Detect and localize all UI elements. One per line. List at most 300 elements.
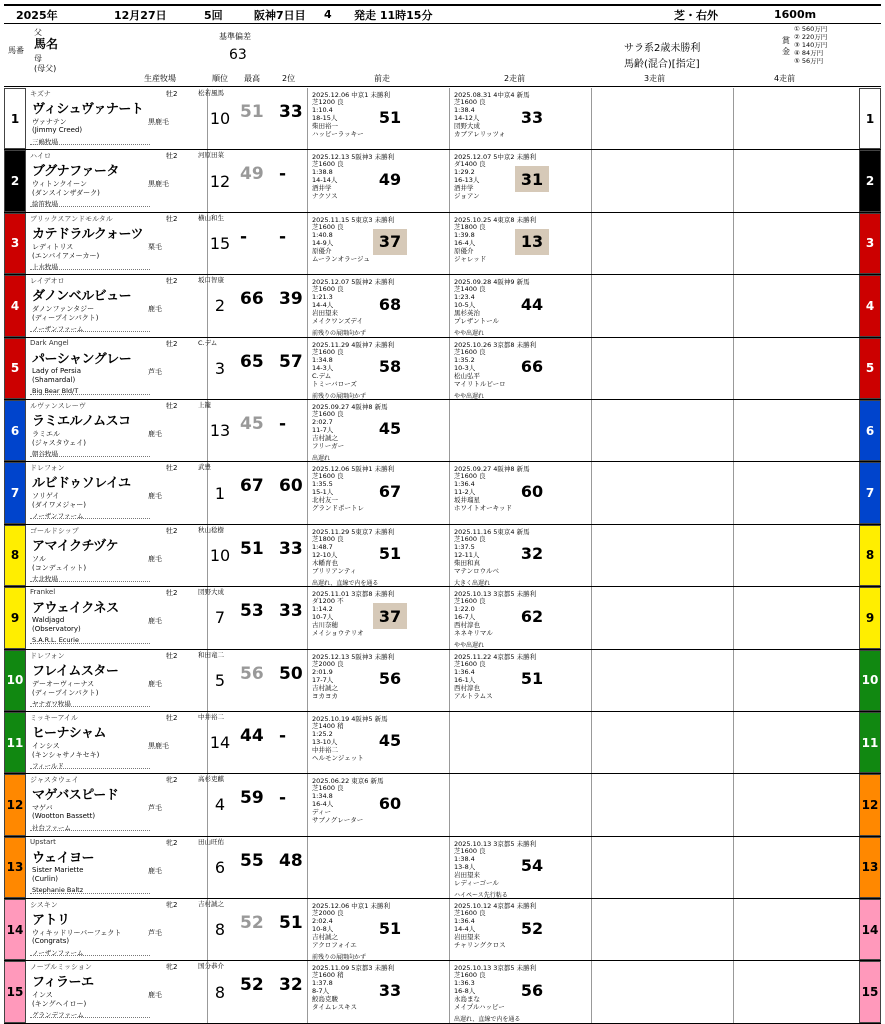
- horse-name[interactable]: フィラーエ: [32, 975, 94, 991]
- breeder-name: グランデファーム: [32, 1011, 84, 1020]
- race-no: 4: [324, 8, 332, 21]
- race-info-line: ディー: [312, 808, 331, 817]
- race-date: 2025.10.13 3京都5 未勝利: [454, 839, 537, 848]
- name-label: 馬名: [34, 37, 59, 51]
- horse-number: 11: [4, 712, 26, 773]
- jockey-name: 団野大成: [198, 588, 224, 597]
- jockey-name: 武豊: [198, 463, 211, 472]
- race-info-line: ジャレッド: [454, 254, 487, 263]
- race-info-line: ネネキリマル: [454, 629, 493, 638]
- past-race-r2[interactable]: [452, 650, 592, 711]
- horse-row: [4, 88, 881, 150]
- divider: [30, 643, 150, 644]
- race-info: [312, 98, 364, 138]
- horse-number: 1: [859, 88, 881, 149]
- race-info: [454, 971, 505, 1011]
- race-info-line: 芝1600 良: [312, 347, 344, 356]
- coat-color: 芦毛: [148, 367, 162, 376]
- breeder-name: 社台ファーム: [32, 824, 71, 833]
- horse-number: 11: [859, 712, 881, 773]
- race-info-line: ブリリアンティ: [312, 566, 357, 575]
- horse-number: 12: [859, 774, 881, 835]
- race-info-line: 1:48.7: [312, 542, 333, 551]
- coat-color: 鹿毛: [148, 679, 162, 688]
- horse-name[interactable]: フレイムスター: [32, 663, 119, 679]
- dam-label: 母: [34, 54, 42, 63]
- race-index: 68: [378, 294, 402, 314]
- second-index: 33: [279, 601, 303, 622]
- dam-name: Sister Mariette: [32, 865, 84, 874]
- past-race-r1[interactable]: [310, 587, 450, 648]
- coat-color: 鹿毛: [148, 991, 162, 1000]
- jockey-name: 秋山稔樹: [198, 525, 224, 534]
- second-index: 33: [279, 102, 303, 122]
- sire-name: Upstart: [30, 837, 56, 846]
- sire-name: ミッキーアイル: [30, 713, 78, 722]
- divider: [30, 394, 150, 395]
- past-race-r2[interactable]: [452, 213, 592, 274]
- past-race-r2[interactable]: [452, 150, 592, 211]
- race-info-line: ホワイトオーキッド: [454, 504, 512, 513]
- damsire-name: (エンパイアメーカー): [32, 251, 100, 260]
- horse-name[interactable]: ブグナファータ: [32, 164, 119, 180]
- past-race-r1[interactable]: [310, 712, 450, 773]
- horse-name[interactable]: ラミエルノムスコ: [32, 413, 131, 429]
- horse-info: [28, 899, 224, 960]
- horse-name[interactable]: パーシャングレー: [32, 351, 132, 367]
- dam-name: ウィトンクイーン: [32, 180, 87, 189]
- past-race-r1[interactable]: [310, 338, 450, 399]
- race-info-line: 松山弘平: [454, 371, 480, 380]
- past-race-r1[interactable]: [310, 400, 450, 461]
- r2-label: 2走前: [504, 74, 526, 83]
- dam-name: ウィキッドリーパーフェクト: [32, 929, 122, 938]
- dam-name: インス: [32, 991, 53, 1000]
- horse-row: [4, 837, 881, 899]
- race-info: [454, 348, 506, 388]
- race-index: 45: [378, 731, 402, 751]
- race-info-line: ダ1200 不: [312, 597, 344, 606]
- horse-name[interactable]: ウェイヨー: [32, 850, 94, 866]
- dam-name: ヴァナテン: [32, 118, 67, 126]
- race-comment: 前残りの展開向かず: [312, 954, 367, 962]
- race-info-line: グランドポートレ: [312, 504, 364, 513]
- race-info-line: ムーランオラージュ: [312, 254, 370, 263]
- sire-name: ハイロ: [30, 152, 51, 161]
- best-index: 44: [240, 725, 264, 746]
- race-info-line: 12-11人: [454, 550, 480, 559]
- divider: [30, 581, 150, 582]
- horse-number: 3: [4, 213, 26, 274]
- speed-index: [232, 712, 308, 773]
- race-info-line: 1:21.3: [312, 293, 333, 302]
- damsire-name: (Jimmy Creed): [32, 126, 83, 134]
- kai: 5回: [204, 8, 223, 22]
- race-date: 2025.11.15 5東京3 未勝利: [312, 215, 395, 224]
- race-info-line: サブノグレーター: [312, 816, 364, 825]
- horse-number: 9: [859, 587, 881, 648]
- horse-number: 10: [4, 650, 26, 711]
- race-date: 2025.10.19 4阪神5 新馬: [312, 714, 388, 723]
- breeder-name: 絵笛牧場: [32, 200, 58, 209]
- breeder-name: Stephanie Baltz: [32, 885, 84, 894]
- past-race-r3: [594, 150, 734, 211]
- race-comment: やや出遅れ: [454, 642, 485, 650]
- sire-label: 父: [34, 28, 42, 37]
- dam-name: Lady of Persia: [32, 366, 82, 375]
- past-race-r3: [594, 400, 734, 461]
- race-index: 51: [378, 544, 402, 564]
- coat-color: 黒鹿毛: [148, 741, 169, 750]
- past-race-r1[interactable]: [310, 650, 450, 711]
- horse-row: [4, 338, 881, 400]
- divider: [30, 893, 150, 894]
- second-index: 50: [279, 663, 303, 684]
- horse-number: 15: [859, 961, 881, 1022]
- second-index: 57: [279, 351, 303, 372]
- breeder-name: 上水牧場: [32, 262, 58, 271]
- past-race-r2[interactable]: [452, 961, 592, 1022]
- race-info-line: 18-15人: [312, 114, 338, 122]
- race-info: [454, 847, 499, 887]
- rank-position: 5: [214, 670, 226, 690]
- column-header: [4, 25, 881, 87]
- past-race-r2[interactable]: [452, 712, 592, 773]
- race-index: 37: [373, 603, 407, 629]
- past-race-r3: [594, 213, 734, 274]
- horse-info: [28, 275, 224, 336]
- prize: ③ 140万円: [794, 41, 828, 49]
- prize-label: 賞金: [782, 36, 790, 56]
- sex-age: 牡2: [166, 339, 178, 348]
- sex-age: 牡2: [166, 713, 178, 722]
- horse-number: 2: [859, 150, 881, 211]
- race-index: 32: [520, 544, 544, 564]
- race-info: [454, 285, 499, 325]
- race-info: [312, 285, 363, 325]
- race-info-line: 団野大成: [454, 122, 480, 130]
- horse-number: 2: [4, 150, 26, 211]
- race-index: 45: [378, 419, 402, 439]
- divider: [30, 144, 150, 145]
- speed-index: [232, 899, 308, 960]
- best-index: 59: [240, 788, 264, 809]
- prize-list: [794, 25, 827, 65]
- race-info: [454, 160, 486, 200]
- rank-position: 7: [214, 608, 226, 628]
- race-info-line: 10-7人: [312, 613, 334, 622]
- race-info-line: マイリトルピーロ: [454, 379, 506, 388]
- best-index: 49: [240, 164, 264, 185]
- race-info-line: フリーガー: [312, 441, 345, 450]
- race-date: 2025.12.13 5阪神3 未勝利: [312, 652, 395, 661]
- past-race-r1[interactable]: [310, 837, 450, 898]
- race-info: [312, 909, 357, 949]
- race-info-line: 芝1600 良: [454, 472, 486, 481]
- coat-color: 鹿毛: [148, 429, 162, 438]
- speed-index: [232, 837, 308, 898]
- horse-number: 8: [4, 525, 26, 586]
- race-index: 58: [378, 357, 402, 377]
- damsire-name: (Congrats): [32, 937, 70, 946]
- race-date: 2025.08.31 4中京4 新馬: [454, 91, 530, 99]
- damsire-name: (Wootton Bassett): [32, 812, 96, 821]
- race-date: 2025.09.27 4阪神8 新馬: [312, 402, 388, 411]
- horse-row: [4, 275, 881, 337]
- sire-name: ノーブルミッション: [30, 963, 92, 972]
- sire-name: ブリックスアンドモルタル: [30, 214, 113, 223]
- race-info-line: 1:35.2: [454, 355, 475, 364]
- race-info-line: 芝1600 良: [312, 285, 344, 294]
- race-info-line: 芝2000 良: [312, 909, 344, 918]
- past-race-r2[interactable]: [452, 837, 592, 898]
- race-date: 2025.09.28 4阪神9 新馬: [454, 278, 530, 287]
- rank-position: 12: [209, 171, 231, 191]
- horse-name[interactable]: ダノンベルビュー: [32, 289, 132, 305]
- condition: 馬齢(混合)[指定]: [624, 59, 700, 70]
- race-info: [312, 160, 344, 200]
- horse-name[interactable]: ヴィシュヴァナート: [32, 102, 144, 117]
- race-info-line: 1:37.5: [454, 542, 475, 551]
- pos-label: 順位: [212, 74, 228, 83]
- race-info: [312, 348, 357, 388]
- past-race-r1[interactable]: [310, 150, 450, 211]
- past-race-r2[interactable]: [452, 400, 592, 461]
- race-info-line: 16-13人: [454, 176, 480, 185]
- race-info: [454, 535, 499, 575]
- divider: [30, 955, 150, 956]
- race-index: 67: [378, 481, 402, 501]
- race-info: [312, 971, 357, 1011]
- race-info-line: 1:36.4: [454, 917, 475, 926]
- race-info-line: 11-2人: [454, 488, 476, 497]
- second-index: 51: [279, 913, 303, 934]
- race-date: 2025.12.13 5阪神3 未勝利: [312, 153, 395, 162]
- breeder-name: ノーザンファーム: [32, 325, 84, 334]
- damsire-label: (母父): [34, 64, 57, 73]
- horse-info: [28, 961, 224, 1022]
- horse-number: 13: [859, 837, 881, 898]
- horse-name[interactable]: アトリ: [32, 913, 70, 929]
- race-info-line: 1:38.8: [312, 168, 333, 177]
- zen-label: 前走: [374, 74, 390, 83]
- coat-color: 鹿毛: [148, 492, 162, 501]
- race-info-line: 芝1800 良: [312, 534, 344, 543]
- horse-info: [28, 400, 211, 461]
- race-info-line: 16-7人: [454, 613, 476, 622]
- race-info-line: 1:38.4: [454, 854, 475, 863]
- past-race-r2[interactable]: [452, 774, 592, 835]
- place: 阪神7日目: [254, 8, 306, 22]
- breeder-name: 大北牧場: [32, 574, 58, 583]
- horse-number: 4: [4, 275, 26, 336]
- race-info: [454, 597, 493, 637]
- race-info-line: 1:40.8: [312, 230, 333, 239]
- past-race-r2[interactable]: [452, 338, 592, 399]
- past-race-r2[interactable]: [452, 525, 592, 586]
- horse-name[interactable]: ルビドゥソレイユ: [32, 476, 131, 492]
- race-index: 56: [378, 669, 402, 689]
- race-info-line: 酒井学: [454, 184, 474, 193]
- damsire-name: (Curlin): [32, 874, 58, 883]
- race-info-line: 17-7人: [312, 675, 334, 684]
- sire-name: キズナ: [30, 90, 51, 98]
- past-race-r1[interactable]: [310, 899, 450, 960]
- race-index: 51: [520, 669, 544, 689]
- past-race-r1[interactable]: [310, 525, 450, 586]
- speed-index: [232, 275, 308, 336]
- speed-index: [232, 525, 308, 586]
- past-race-r1[interactable]: [310, 88, 450, 149]
- race-info-line: 吉村誠之: [312, 933, 338, 942]
- horse-row: [4, 462, 881, 524]
- race-info-line: 2:01.9: [312, 667, 333, 676]
- past-race-r1[interactable]: [310, 462, 450, 523]
- race-info-line: 1:38.4: [454, 106, 475, 114]
- race-info: [312, 535, 356, 575]
- race-info-line: ジョアン: [454, 192, 480, 201]
- horse-name[interactable]: アマイクチヅケ: [32, 538, 119, 554]
- second-index: 32: [279, 975, 303, 996]
- divider: [30, 768, 150, 769]
- past-race-r2[interactable]: [452, 462, 592, 523]
- race-info-line: 酒井学: [312, 184, 332, 193]
- past-race-r3: [594, 88, 734, 149]
- past-race-r1[interactable]: [310, 275, 450, 336]
- race-date: 2025.10.13 3京都5 未勝利: [454, 964, 537, 973]
- race-info-line: 柴田裕一: [312, 122, 338, 130]
- horse-number: 4: [859, 275, 881, 336]
- race-date: 2025.11.16 5東京4 新馬: [454, 527, 530, 536]
- race-index: 31: [515, 166, 549, 192]
- race-info-line: 芝1600 良: [454, 534, 486, 543]
- past-race-r3: [594, 462, 734, 523]
- rank-position: 8: [214, 920, 226, 940]
- damsire-name: (キングヘイロー): [32, 1000, 87, 1009]
- race-info-line: 芝1600 良: [454, 347, 486, 356]
- race-info-line: 吉村誠之: [312, 433, 338, 442]
- race-info-line: 西村淳也: [454, 621, 480, 630]
- horse-name[interactable]: カテドラルクォーツ: [32, 226, 143, 242]
- divider: [30, 706, 150, 707]
- race-comment: 出遅れ: [312, 454, 331, 462]
- past-race-r4: [736, 587, 856, 648]
- race-info-line: 芝2000 良: [312, 659, 344, 668]
- sex-age: 牡2: [166, 277, 178, 286]
- race-info-line: 岩田望来: [454, 870, 480, 879]
- race-info-line: 芝1400 良: [454, 285, 486, 294]
- race-comment: 前残りの展開向かず: [312, 330, 367, 338]
- horse-info: [28, 587, 224, 648]
- race-info-line: トミーバローズ: [312, 379, 357, 388]
- horse-number: 13: [4, 837, 26, 898]
- horse-name[interactable]: ヒーナシャム: [32, 725, 106, 741]
- past-race-r1[interactable]: [310, 961, 450, 1022]
- past-race-r2[interactable]: [452, 88, 592, 149]
- best-index: 65: [240, 351, 264, 372]
- past-race-r1[interactable]: [310, 774, 450, 835]
- horse-number: 15: [4, 961, 26, 1022]
- past-race-r2[interactable]: [452, 587, 592, 648]
- race-info-line: 鮫島克駿: [312, 995, 338, 1004]
- rank-position: 1: [214, 483, 226, 503]
- race-info-line: 14-14人: [312, 176, 338, 185]
- dam-name: マゲバ: [32, 804, 53, 813]
- sex-age: 牡2: [166, 526, 178, 535]
- year: 2025年: [16, 8, 58, 22]
- race-info: [312, 722, 364, 762]
- surface: 芝・右外: [674, 8, 718, 22]
- coat-color: 鹿毛: [148, 866, 162, 875]
- race-info-line: 1:34.8: [312, 792, 333, 801]
- horse-name[interactable]: マゲバスピード: [32, 788, 119, 804]
- speed-index: [232, 650, 308, 711]
- sire-name: ルヴァンスレーヴ: [30, 401, 86, 410]
- race-info-line: 芝1600 良: [454, 98, 486, 106]
- sex-age: 牡2: [166, 464, 178, 473]
- coat-color: 芦毛: [148, 804, 162, 813]
- race-index: 13: [515, 229, 549, 255]
- past-race-r2[interactable]: [452, 275, 592, 336]
- dam-name: ラミエル: [32, 429, 60, 438]
- past-race-r4: [736, 88, 856, 149]
- past-race-r4: [736, 961, 856, 1022]
- race-info-line: アクロフォイエ: [312, 941, 357, 950]
- damsire-name: (Shamardal): [32, 375, 76, 384]
- race-info-line: 芝1600 良: [454, 846, 486, 855]
- best-index: 45: [240, 413, 264, 434]
- race-comment: やや出遅れ: [454, 392, 485, 400]
- horse-number: 8: [859, 525, 881, 586]
- jockey-name: 田山旺佑: [198, 837, 224, 846]
- second-index: -: [279, 226, 287, 247]
- past-race-r4: [736, 774, 856, 835]
- race-info-line: 11-7人: [312, 425, 334, 434]
- race-comment: やや出遅れ: [454, 330, 485, 338]
- speed-index: [232, 400, 308, 461]
- horse-number: 5: [4, 338, 26, 399]
- race-info-line: 10-8人: [312, 925, 334, 934]
- dam-name: ソル: [32, 554, 46, 563]
- speed-index: [232, 587, 308, 648]
- dam-name: Waldjagd: [32, 616, 65, 625]
- past-race-r3: [594, 587, 734, 648]
- past-race-r1[interactable]: [310, 213, 450, 274]
- past-race-r4: [736, 150, 856, 211]
- race-info-line: 原優介: [454, 246, 474, 255]
- race-info: [454, 660, 493, 700]
- horse-name[interactable]: アウェイクネス: [32, 601, 119, 617]
- race-info-line: 原優介: [312, 246, 332, 255]
- race-date: 2025.09.27 4阪神8 新馬: [454, 465, 530, 474]
- race-date: 2025.11.22 4京都5 未勝利: [454, 652, 537, 661]
- race-info-line: 15-1人: [312, 488, 334, 497]
- coat-color: 黒鹿毛: [148, 180, 169, 189]
- past-race-r3: [594, 525, 734, 586]
- jockey-name: 坂口智康: [198, 276, 224, 285]
- race-comment: 前残りの展開向かず: [312, 392, 367, 400]
- best-index: 56: [240, 663, 264, 684]
- damsire-name: (ダンスインザダーク): [32, 189, 100, 198]
- horse-number: 3: [859, 213, 881, 274]
- past-race-r2[interactable]: [452, 899, 592, 960]
- race-index: 62: [520, 606, 544, 626]
- race-info-line: アルトラムス: [454, 691, 493, 700]
- race-info-line: ハッピーラッキー: [312, 130, 364, 138]
- race-index: 60: [520, 481, 544, 501]
- prize: ⑤ 56万円: [794, 57, 824, 65]
- coat-color: 黒鹿毛: [148, 118, 169, 126]
